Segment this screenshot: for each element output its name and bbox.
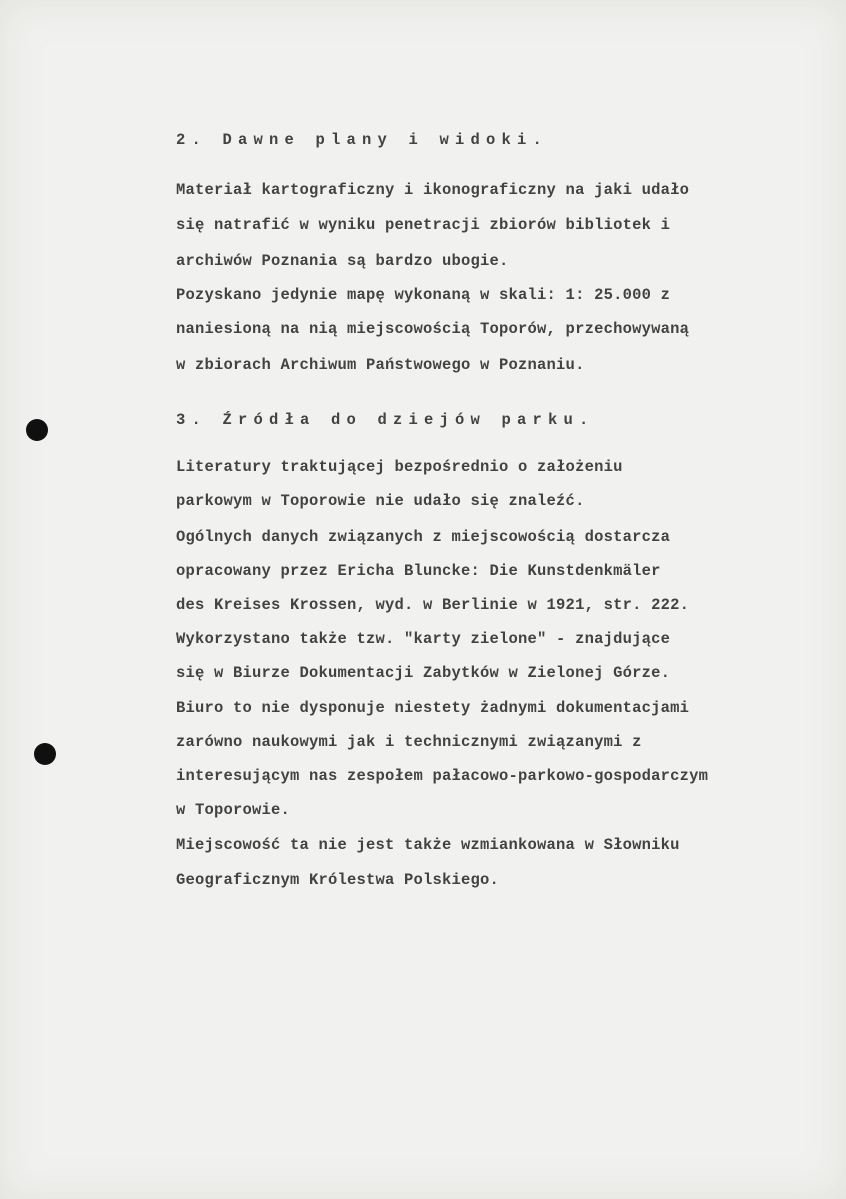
section-3-heading: 3. Źródła do dziejów parku. [176,411,595,429]
section-3-line: Wykorzystano także tzw. "karty zielone" - znajdujące [176,630,671,648]
section-3-line: interesującym nas zespołem pałacowo-parkowo-gospodarczym [176,767,709,785]
section-3-line: opracowany przez Ericha Bluncke: Die Kunstdenkmäler [176,562,661,580]
section-3-line: Biuro to nie dysponuje niestety żadnymi dokumentacjami [176,699,690,717]
section-3-line: Literatury traktującej bezpośrednio o założeniu [176,458,623,476]
punch-hole-top [26,419,48,441]
section-2-heading: 2. Dawne plany i widoki. [176,131,549,149]
section-3-line: Geograficznym Królestwa Polskiego. [176,871,500,889]
punch-hole-bottom [34,743,56,765]
section-3-line: Miejscowość ta nie jest także wzmiankowana w Słowniku [176,836,680,854]
section-2-line: się natrafić w wyniku penetracji zbiorów bibliotek i [176,216,671,234]
section-2-line: naniesioną na nią miejscowością Toporów, przechowywaną [176,320,690,338]
section-2-line: Materiał kartograficzny i ikonograficzny na jaki udało [176,181,690,199]
section-2-line: Pozyskano jedynie mapę wykonaną w skali: 1: 25.000 z [176,286,671,304]
section-3-line: zarówno naukowymi jak i technicznymi związanymi z [176,733,642,751]
section-2-line: archiwów Poznania są bardzo ubogie. [176,252,509,270]
section-3-line: Ogólnych danych związanych z miejscowością dostarcza [176,528,671,546]
section-3-line: des Kreises Krossen, wyd. w Berlinie w 1921, str. 222. [176,596,690,614]
section-2-line: w zbiorach Archiwum Państwowego w Poznaniu. [176,356,585,374]
section-3-line: się w Biurze Dokumentacji Zabytków w Zielonej Górze. [176,664,671,682]
section-3-line: parkowym w Toporowie nie udało się znaleźć. [176,492,585,510]
section-3-line: w Toporowie. [176,801,291,819]
